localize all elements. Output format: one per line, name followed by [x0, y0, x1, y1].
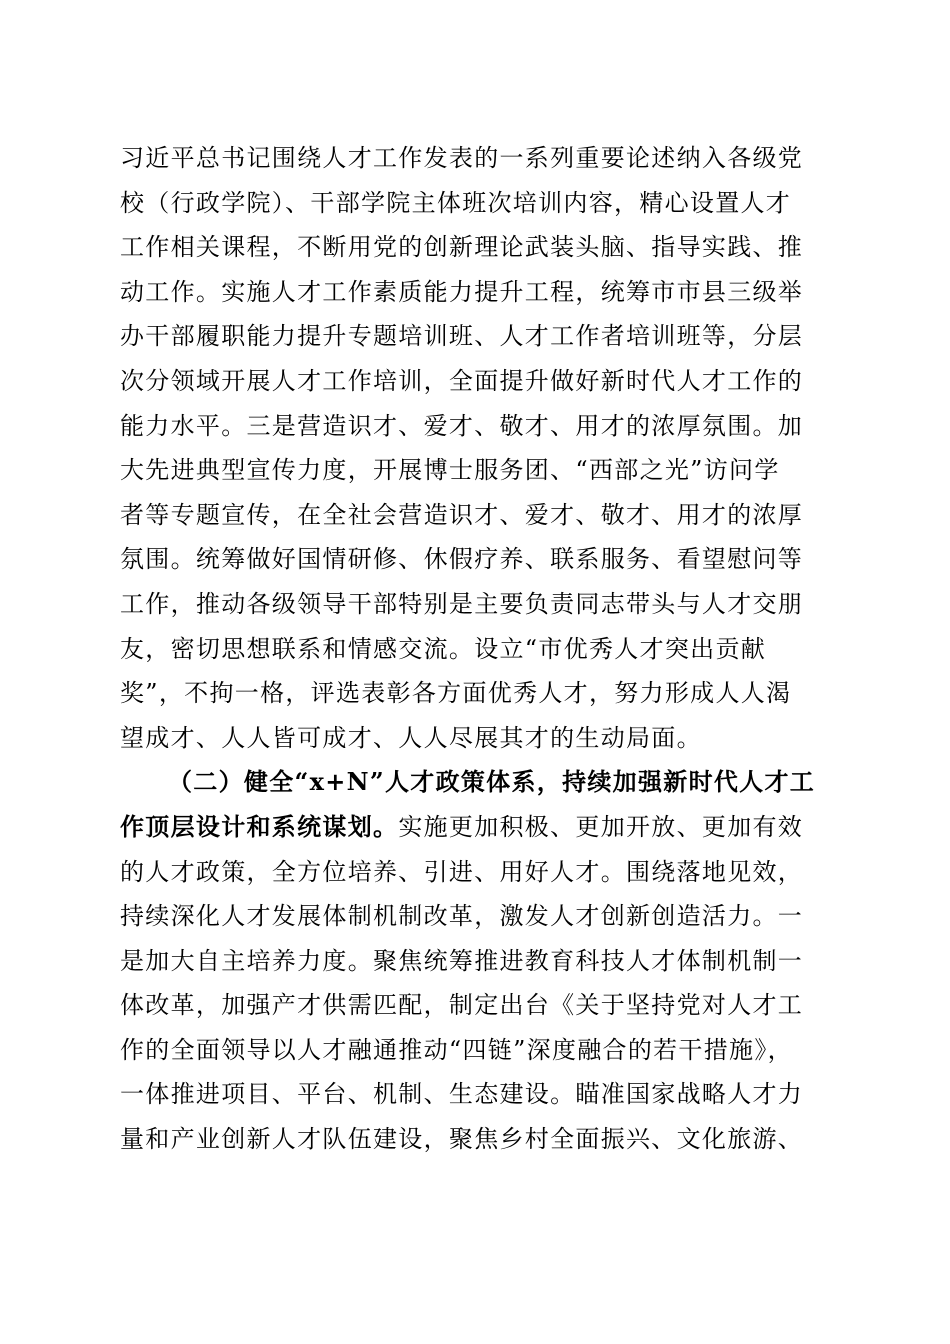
- text-line: 体改革，加强产才供需匹配，制定出台《关于坚持党对人才工: [120, 991, 804, 1020]
- text-line: 奖”，不拘一格，评选表彰各方面优秀人才，努力形成人人渴: [120, 679, 792, 708]
- text-line: 校（行政学院）、干部学院主体班次培训内容，精心设置人才: [120, 188, 792, 217]
- text-line: 一体推进项目、平台、机制、生态建设。瞄准国家战略人才力: [120, 1080, 804, 1109]
- text-line: 工作相关课程，不断用党的创新理论武装头脑、指导实践、推: [120, 233, 804, 262]
- text-line: 氛围。统筹做好国情研修、休假疗养、联系服务、看望慰问等: [120, 545, 804, 574]
- text-line: 能力水平。三是营造识才、爱才、敬才、用才的浓厚氛围。加: [120, 411, 804, 440]
- text-line: 者等专题宣传，在全社会营造识才、爱才、敬才、用才的浓厚: [120, 500, 804, 529]
- text-line: 动工作。实施人才工作素质能力提升工程，统筹市市县三级举: [120, 277, 804, 306]
- text-line: 习近平总书记围绕人才工作发表的一系列重要论述纳入各级党: [120, 144, 804, 172]
- document-body: [120, 136, 840, 1162]
- text-line: 工作，推动各级领导干部特别是主要负责同志带头与人才交朋: [120, 589, 804, 618]
- section-heading-end: 作顶层设计和系统谋划。: [120, 811, 399, 841]
- text-line: 量和产业创新人才队伍建设，聚焦乡村全面振兴、文化旅游、: [120, 1125, 804, 1154]
- text-line: 作的全面领导以人才融通推动“四链”深度融合的若干措施》，: [120, 1035, 793, 1064]
- text-line: 是加大自主培养力度。聚焦统筹推进教育科技人才体制机制一: [120, 946, 804, 975]
- section-heading: （二）健全“x+N”人才政策体系，持续加强新时代人才工: [168, 767, 816, 797]
- text-line: 办干部履职能力提升专题培训班、人才工作者培训班等，分层: [120, 322, 804, 351]
- section-text: 实施更加积极、更加开放、更加有效: [398, 812, 804, 841]
- text-line: 大先进典型宣传力度，开展博士服务团、“西部之光”访问学: [120, 456, 780, 485]
- text-line: 持续深化人才发展体制机制改革，激发人才创新创造活力。一: [120, 902, 804, 931]
- text-line: 望成才、人人皆可成才、人人尽展其才的生动局面。: [120, 723, 702, 752]
- text-line: 的人才政策，全方位培养、引进、用好人才。围绕落地见效，: [120, 857, 804, 886]
- text-line: 友，密切思想联系和情感交流。设立“市优秀人才突出贡献: [120, 634, 767, 663]
- section-heading-continuation: [120, 805, 840, 850]
- text-line: 次分领域开展人才工作培训，全面提升做好新时代人才工作的: [120, 366, 804, 395]
